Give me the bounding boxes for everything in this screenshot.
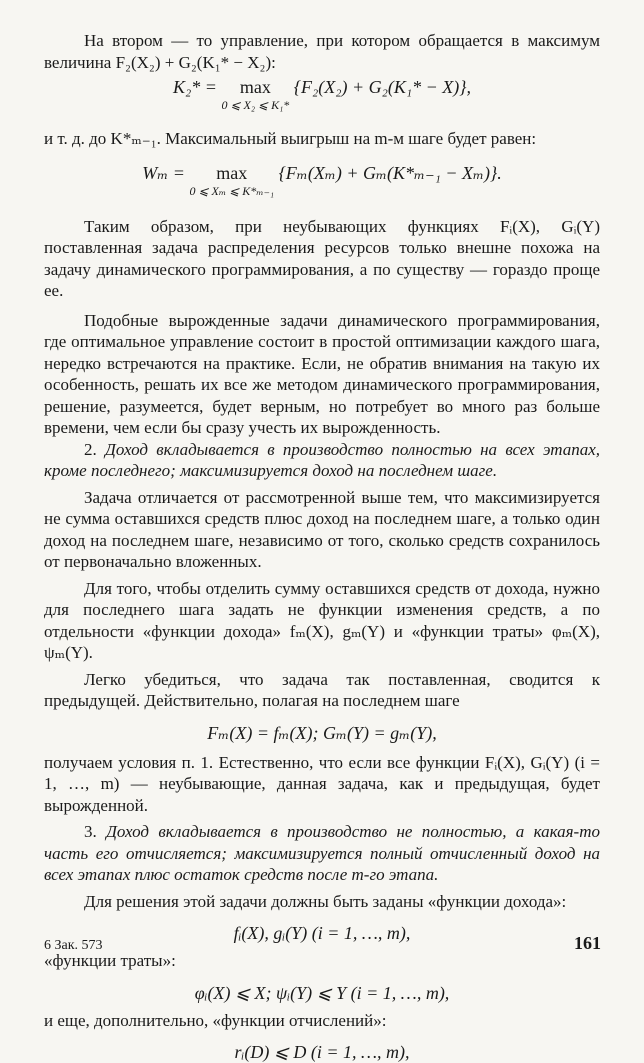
paragraph-2: и т. д. до K*ₘ₋₁. Максимальный выигрыш на m-м шаге будет равен: <box>44 129 537 148</box>
printer-signature: 6 Зак. 573 <box>44 938 103 953</box>
paragraph-9: получаем условия п. 1. Естественно, что если все функции Fᵢ(X), Gᵢ(Y) (i = 1, …, m) — неубывающие, данная задача, как и предыдущая, будет вырожденной. <box>44 752 600 815</box>
paragraph-13: и еще, дополнительно, «функции отчислений»: <box>44 1010 387 1030</box>
case-statement: Доход вкладывается в производство полностью на всех этапах, кроме последнего; максимизируется доход на последнем шаге. <box>44 439 600 480</box>
formula-body: {F₂(X₂) + G₂(K₁* − X)}, <box>293 77 471 97</box>
paragraph-8: Легко убедиться, что задача так поставленная, сводится к предыдущей. Действительно, полагая на последнем шаге <box>44 669 600 710</box>
case-number: 2. <box>84 439 97 459</box>
paragraph-11: Для решения этой задачи должны быть заданы «функции дохода»: <box>84 891 567 911</box>
max-limit: 0 ⩽ X₂ ⩽ K₁* <box>221 98 290 112</box>
paragraph-4: Подобные вырожденные задачи динамического программирования, где оптимальное управление состоит в простой оптимизации каждого шага, нередко встречаются на практике. Если, не обратив внимания на такую их особенность, решать их все же методом динамического программирования, решение, разумеется, будет верным, но потребует во много раз больше времени, чем если бы сразу учесть их вырожденность. <box>44 310 600 437</box>
max-operator <box>189 162 274 198</box>
case-number: 3. <box>84 822 97 841</box>
formula-deduct: rᵢ(D) ⩽ D (i = 1, …, m), <box>234 1042 410 1062</box>
formula-lhs: K₂* = <box>173 77 217 97</box>
formula-spend: φᵢ(X) ⩽ X; ψᵢ(Y) ⩽ Y (i = 1, …, m), <box>194 982 450 1003</box>
formula-fm: Fₘ(X) = fₘ(X); Gₘ(Y) = gₘ(Y), <box>207 722 437 743</box>
case-statement: Доход вкладывается в производство не полностью, а какая-то часть его отчисляется; максимизируется полный отчисленный доход на всех этапах плюс остаток средств после m-го этапа. <box>44 822 600 884</box>
page-number: 161 <box>574 933 601 953</box>
max-label: max <box>216 162 248 183</box>
formula-lhs: Wₘ = <box>142 162 185 183</box>
paragraph-1: На втором — то управление, при котором обращается в максимум величина F₂(X₂) + G₂(K₁* − X₂): <box>44 31 600 72</box>
formula-income: fᵢ(X), gᵢ(Y) (i = 1, …, m), <box>233 923 411 943</box>
paragraph-3: Таким образом, при неубывающих функциях Fᵢ(X), Gᵢ(Y) поставленная задача распределения ресурсов только внешне похожа на задачу динамического программирования, а по существу — гораздо проще ее. <box>44 216 600 300</box>
formula-k2 <box>44 76 600 124</box>
paragraph-7: Для того, чтобы отделить сумму оставшихся средств от дохода, нужно для последнего шага задать не функции изменения средств, а по отдельности «функции дохода» fₘ(X), gₘ(Y) и «функции траты» φₘ(X), ψₘ(Y). <box>44 578 600 662</box>
formula-wm <box>44 162 600 210</box>
paragraph-12: «функции траты»: <box>44 951 176 970</box>
max-label: max <box>239 77 271 97</box>
paragraph-case-3 <box>44 821 600 886</box>
max-operator <box>221 76 289 112</box>
text-column <box>44 30 600 1063</box>
max-limit: 0 ⩽ Xₘ ⩽ K*ₘ₋₁ <box>189 183 275 198</box>
paragraph-6: Задача отличается от рассмотренной выше тем, что максимизируется не сумма оставшихся средств плюс доход на последнем шаге, а только один доход на последнем шаге, независимо от того, сколько средств сохранилось от первоначально вложенных. <box>44 487 600 571</box>
formula-body: {Fₘ(Xₘ) + Gₘ(K*ₘ₋₁ − Xₘ)}. <box>278 162 502 183</box>
paragraph-case-2 <box>44 439 600 482</box>
